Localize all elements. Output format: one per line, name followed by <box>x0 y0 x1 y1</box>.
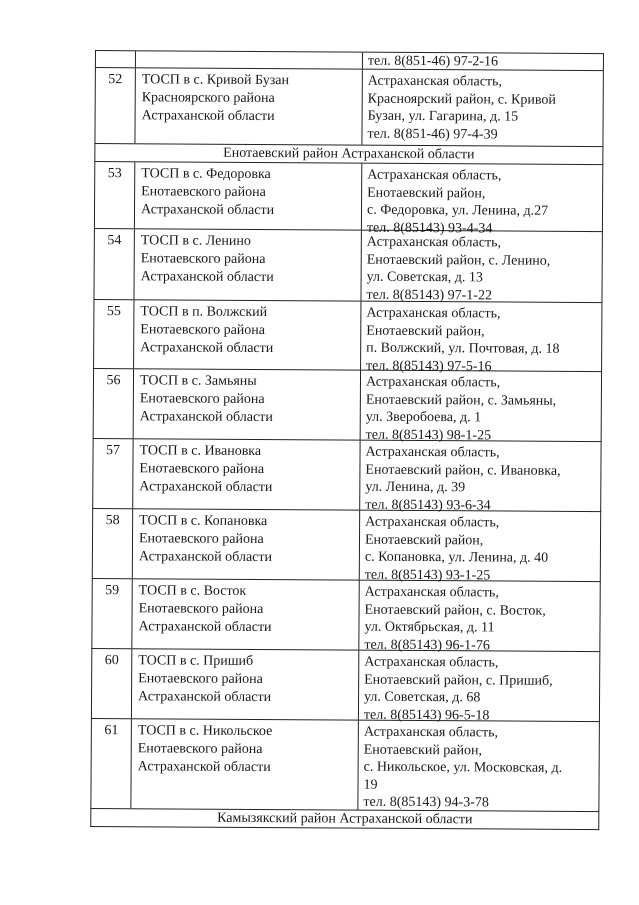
address-line: ул. Октябрьская, д. 11 <box>364 619 495 636</box>
office-name-line: Енотаевского района <box>141 184 266 201</box>
office-name-line: Астраханской области <box>138 619 272 636</box>
office-name-line: ТОСП в с. Замьяны <box>139 373 257 389</box>
address-line: п. Волжский, ул. Почтовая, д. 18 <box>366 340 560 357</box>
address-line: тел. 8(85143) 93-4-34 <box>366 220 493 236</box>
address-line: тел. 8(85143) 98-1-25 <box>365 427 492 443</box>
address-cell <box>361 302 601 374</box>
address-line: ул. Зверобоева, д. 1 <box>365 409 482 426</box>
address-line: Енотаевский район, с. Ивановка, <box>365 462 561 479</box>
office-name-line: ТОСП в с. Восток <box>138 583 247 599</box>
row-number-cell: 57 <box>93 439 133 508</box>
address-line: Астраханская область, <box>364 584 499 601</box>
address-line: Енотаевский район, <box>363 742 483 758</box>
address-line: с. Копановка, ул. Ленина, д. 40 <box>364 549 549 566</box>
address-cell <box>360 441 600 511</box>
address-line: с. Никольское, ул. Московская, д. <box>363 759 563 776</box>
address-line: Астраханская область, <box>366 234 502 251</box>
address-cell <box>360 511 600 581</box>
office-name-cell <box>131 719 359 809</box>
address-line: Астраханская область, <box>364 654 499 671</box>
office-name-cell <box>136 51 363 68</box>
office-name-cell <box>135 162 362 229</box>
office-name-line: Астраханской области <box>141 108 275 125</box>
office-name-cell <box>134 229 361 300</box>
office-name-line: Астраханской области <box>140 269 274 286</box>
address-line: тел. 8(851-46) 97-2-16 <box>367 53 499 70</box>
address-line: Астраханская область, <box>365 444 500 461</box>
table-row <box>92 439 601 512</box>
address-cell <box>361 231 601 302</box>
address-line: тел. 8(851-46) 97-4-39 <box>367 126 498 142</box>
address-line: ул. Советская, д. 13 <box>366 269 483 286</box>
address-line: Енотаевский район, с. Пришиб, <box>364 672 553 689</box>
row-number-cell: 55 <box>94 300 134 368</box>
row-number-cell: 54 <box>94 229 134 299</box>
row-number-cell: 52 <box>95 68 135 143</box>
office-name-line: Астраханской области <box>140 202 275 219</box>
address-line: тел. 8(85143) 96-1-76 <box>364 637 490 653</box>
address-line: Бузан, ул. Гагарина, д. 15 <box>367 108 519 125</box>
row-number-cell: 61 <box>91 719 132 808</box>
row-number-cell: 53 <box>95 162 135 228</box>
region-header-kamyzyak <box>90 809 599 830</box>
address-cell <box>362 164 602 236</box>
address-line: Енотаевский район, с. Восток, <box>364 602 546 619</box>
address-line: Астраханская область, <box>367 167 502 184</box>
office-name-line: ТОСП в п. Волжский <box>140 304 268 321</box>
address-line: ул. Советская, д. 68 <box>364 689 481 706</box>
office-name-line: Астраханской области <box>140 340 274 357</box>
address-line: Астраханская область, <box>367 73 503 90</box>
office-name-line: ТОСП в с. Копановка <box>139 513 268 530</box>
address-line: Енотаевский район, <box>366 323 485 339</box>
address-cell <box>359 651 599 721</box>
office-name-line: ТОСП в с. Никольское <box>137 723 273 740</box>
address-cell <box>359 581 599 651</box>
address-line: тел. 8(85143) 97-1-22 <box>366 287 493 303</box>
address-line: Енотаевский район, <box>364 532 484 548</box>
region-title: Енотаевский район Астраханской области <box>223 145 475 163</box>
office-name-cell <box>134 369 361 439</box>
office-name-cell <box>135 68 362 144</box>
office-name-line: Астраханской области <box>138 689 272 706</box>
table-row <box>93 229 602 303</box>
address-line: тел. 8(85143) 96-5-18 <box>363 707 490 723</box>
office-name-cell <box>132 579 359 649</box>
address-line: Астраханская область, <box>365 374 501 391</box>
office-name-cell <box>133 439 360 509</box>
office-name-line: ТОСП в с. Федоровка <box>141 166 271 183</box>
table-row <box>91 649 600 722</box>
office-name-line: Астраханской области <box>139 479 273 496</box>
office-name-line: ТОСП в с. Пришиб <box>138 653 254 669</box>
office-name-line: Енотаевского района <box>140 322 266 339</box>
table-row <box>90 719 600 812</box>
office-name-line: ТОСП в с. Ленино <box>140 233 251 249</box>
office-name-line: Енотаевского района <box>138 601 264 618</box>
row-number-cell: 60 <box>92 649 132 718</box>
office-name-line: Енотаевского района <box>140 251 266 268</box>
table-row <box>91 579 600 652</box>
office-name-line: Енотаевского района <box>139 461 265 478</box>
table-row <box>93 369 602 442</box>
table-row <box>92 509 601 582</box>
address-cell <box>362 70 602 146</box>
office-name-cell <box>134 300 361 369</box>
row-number-cell: 56 <box>94 369 134 438</box>
office-name-line: Енотаевского района <box>139 391 265 408</box>
address-cell <box>358 721 599 811</box>
address-cell <box>361 371 601 441</box>
address-line: Астраханская область, <box>365 514 500 531</box>
office-name-line: Астраханской области <box>138 549 273 566</box>
address-cell <box>363 53 603 70</box>
table-row <box>93 300 602 372</box>
office-name-line: Енотаевского района <box>138 671 263 688</box>
region-title: Камызякский район Астраханской области <box>217 810 473 828</box>
address-line: 19 <box>363 777 378 793</box>
office-name-line: Астраханской области <box>137 759 271 776</box>
address-line: тел. 8(85143) 97-5-16 <box>366 358 492 374</box>
address-line: ул. Ленина, д. 39 <box>365 479 466 496</box>
office-name-cell <box>132 649 359 719</box>
address-line: Енотаевский район, с. Замьяны, <box>365 392 557 409</box>
address-line: тел. 8(85143) 93-1-25 <box>364 567 491 583</box>
address-line: тел. 8(85143) 94-3-78 <box>363 794 489 811</box>
address-line: Астраханская область, <box>366 305 501 322</box>
row-number-cell <box>96 51 136 67</box>
office-name-line: Астраханской области <box>139 409 273 426</box>
office-table <box>90 50 604 830</box>
office-name-line: ТОСП в с. Кривой Бузан <box>141 72 290 89</box>
address-line: Енотаевский район, с. Ленино, <box>366 252 551 269</box>
address-line: Енотаевский район, <box>367 185 486 201</box>
office-name-line: Енотаевского района <box>138 531 264 548</box>
office-name-cell <box>133 509 360 579</box>
office-name-line: Красноярского района <box>141 90 275 107</box>
office-name-line: Енотаевского района <box>137 741 263 758</box>
address-line: тел. 8(85143) 93-6-34 <box>365 497 491 513</box>
row-number-cell: 59 <box>92 579 132 648</box>
table-row <box>94 162 603 236</box>
address-line: с. Федоровка, ул. Ленина, д.27 <box>366 202 549 219</box>
address-line: Астраханская область, <box>363 724 499 741</box>
row-number-cell: 58 <box>93 509 133 578</box>
table-row <box>94 68 603 147</box>
office-name-line: ТОСП в с. Ивановка <box>139 443 262 460</box>
address-line: Красноярский район, с. Кривой <box>367 91 556 108</box>
